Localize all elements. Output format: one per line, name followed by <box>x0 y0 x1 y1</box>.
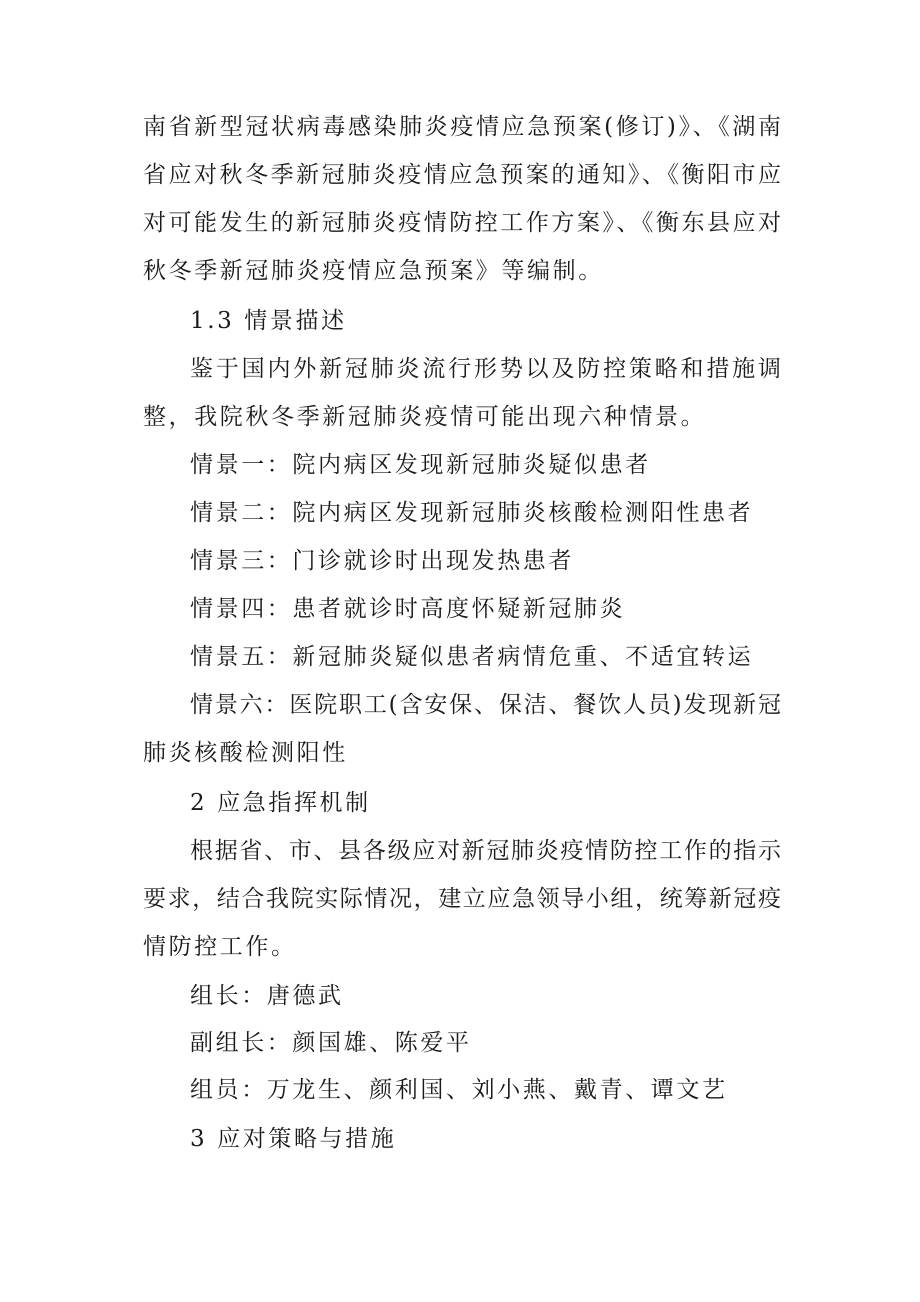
scenario-item: 情景二：院内病区发现新冠肺炎核酸检测阳性患者 <box>190 500 754 526</box>
members-line: 组员：万龙生、颜利国、刘小燕、戴青、谭文艺 <box>190 1077 728 1103</box>
leader-line: 组长：唐德武 <box>190 983 344 1009</box>
text-line: 秋冬季新冠肺炎疫情应急预案》等编制。 <box>143 258 604 284</box>
text-line: 肺炎核酸检测阳性 <box>143 740 348 766</box>
scenario-item: 情景四：患者就诊时高度怀疑新冠肺炎 <box>190 596 626 622</box>
text-line: 根据省、市、县各级应对新冠肺炎疫情防控工作的指示 <box>190 838 781 864</box>
section-heading: 2 应急指挥机制 <box>190 790 371 816</box>
text-line: 省应对秋冬季新冠肺炎疫情应急预案的通知》、《衡阳市应 <box>143 162 781 188</box>
scenario-item: 情景五：新冠肺炎疑似患者病情危重、不适宜转运 <box>190 644 754 670</box>
text-line: 对可能发生的新冠肺炎疫情防控工作方案》、《衡东县应对 <box>143 210 781 236</box>
text-line: 整，我院秋冬季新冠肺炎疫情可能出现六种情景。 <box>143 404 707 430</box>
text-line: 南省新型冠状病毒感染肺炎疫情应急预案(修订)》、《湖南 <box>143 114 781 140</box>
scenario-item: 情景三：门诊就诊时出现发热患者 <box>190 548 574 574</box>
section-heading: 3 应对策略与措施 <box>190 1126 397 1152</box>
text-line: 鉴于国内外新冠肺炎流行形势以及防控策略和措施调 <box>190 356 781 382</box>
scenario-item: 情景六：医院职工(含安保、保洁、餐饮人员)发现新冠 <box>190 692 781 718</box>
text-line: 要求，结合我院实际情况，建立应急领导小组，统筹新冠疫 <box>143 886 781 912</box>
section-heading: 1.3 情景描述 <box>190 308 347 334</box>
scenario-item: 情景一：院内病区发现新冠肺炎疑似患者 <box>190 452 651 478</box>
text-line: 情防控工作。 <box>143 934 297 960</box>
deputy-leader-line: 副组长：颜国雄、陈爱平 <box>190 1030 472 1056</box>
